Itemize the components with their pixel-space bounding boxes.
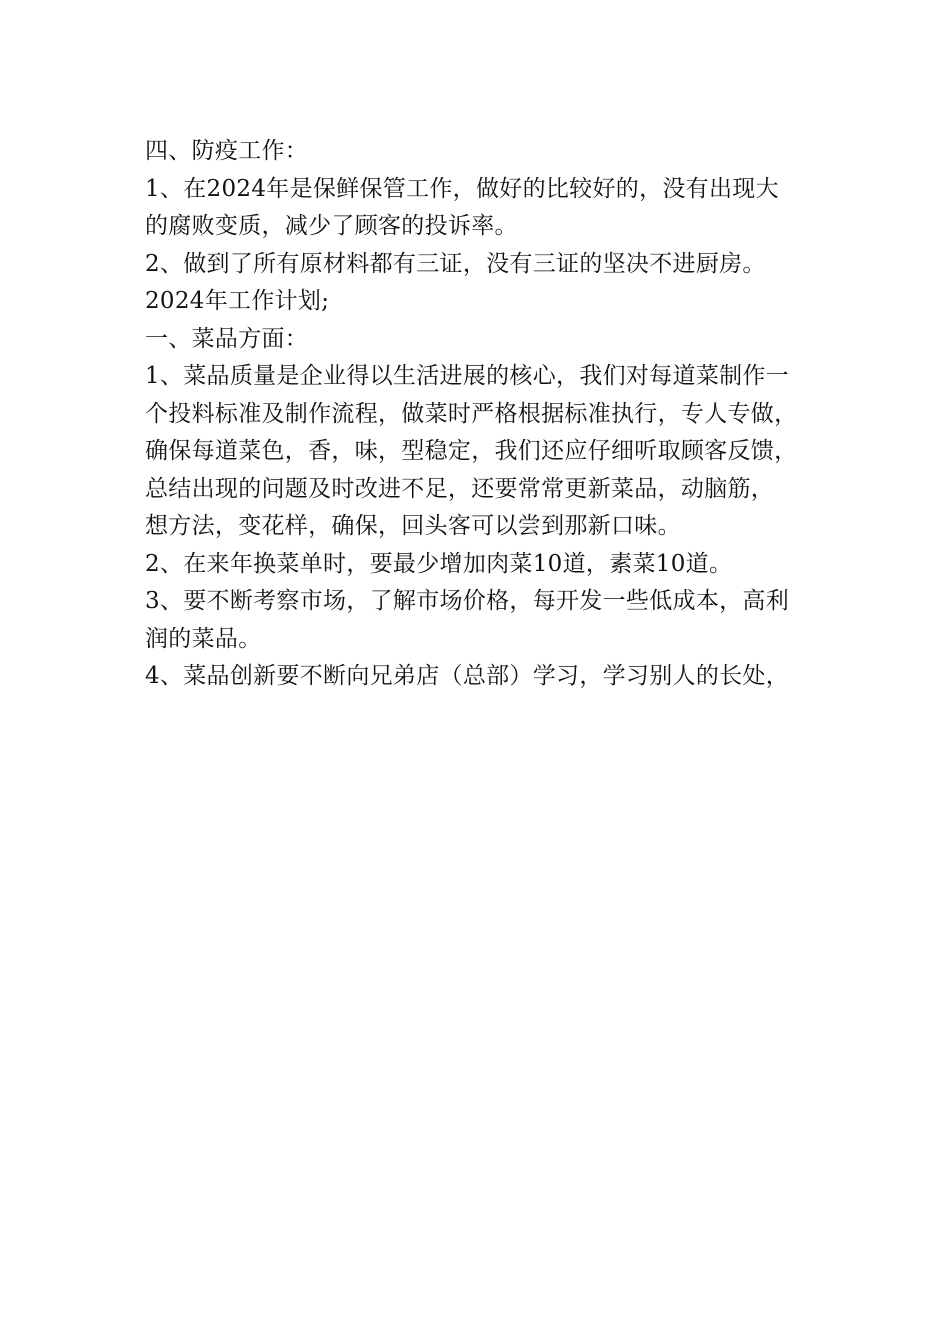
paragraph-line: 润的菜品。 <box>145 625 262 652</box>
document-body <box>145 133 835 696</box>
paragraph-line: 个投料标准及制作流程，做菜时严格根据标准执行，专人专做， <box>145 400 798 427</box>
section-heading-dishes: 一、菜品方面： <box>145 325 309 352</box>
paragraph-line: 确保每道菜色，香，味，型稳定，我们还应仔细听取顾客反馈， <box>145 438 798 464</box>
paragraph-line: 1、菜品质量是企业得以生活进展的核心，我们对每道菜制作一 <box>145 363 790 389</box>
paragraph-line: 3、要不断考察市场，了解市场价格，每开发一些低成本，高利 <box>145 588 790 614</box>
paragraph-line: 的腐败变质，减少了顾客的投诉率。 <box>145 213 518 239</box>
section-heading-work-plan: 2024年工作计划; <box>145 288 330 314</box>
paragraph-line: 想方法，变花样，确保，回头客可以尝到那新口味。 <box>145 513 681 539</box>
paragraph-line: 2、在来年换菜单时，要最少增加肉菜10道，素菜10道。 <box>145 550 733 577</box>
paragraph-line: 2、做到了所有原材料都有三证，没有三证的坚决不进厨房。 <box>145 250 766 277</box>
paragraph-line: 总结出现的问题及时改进不足，还要常常更新菜品，动脑筋， <box>145 475 775 502</box>
paragraph-line: 1、在2024年是保鲜保管工作，做好的比较好的，没有出现大 <box>145 175 779 202</box>
paragraph-line: 4、菜品创新要不断向兄弟店（总部）学习，学习别人的长处， <box>145 663 790 689</box>
section-heading-epidemic-prevention: 四、防疫工作： <box>145 138 309 164</box>
